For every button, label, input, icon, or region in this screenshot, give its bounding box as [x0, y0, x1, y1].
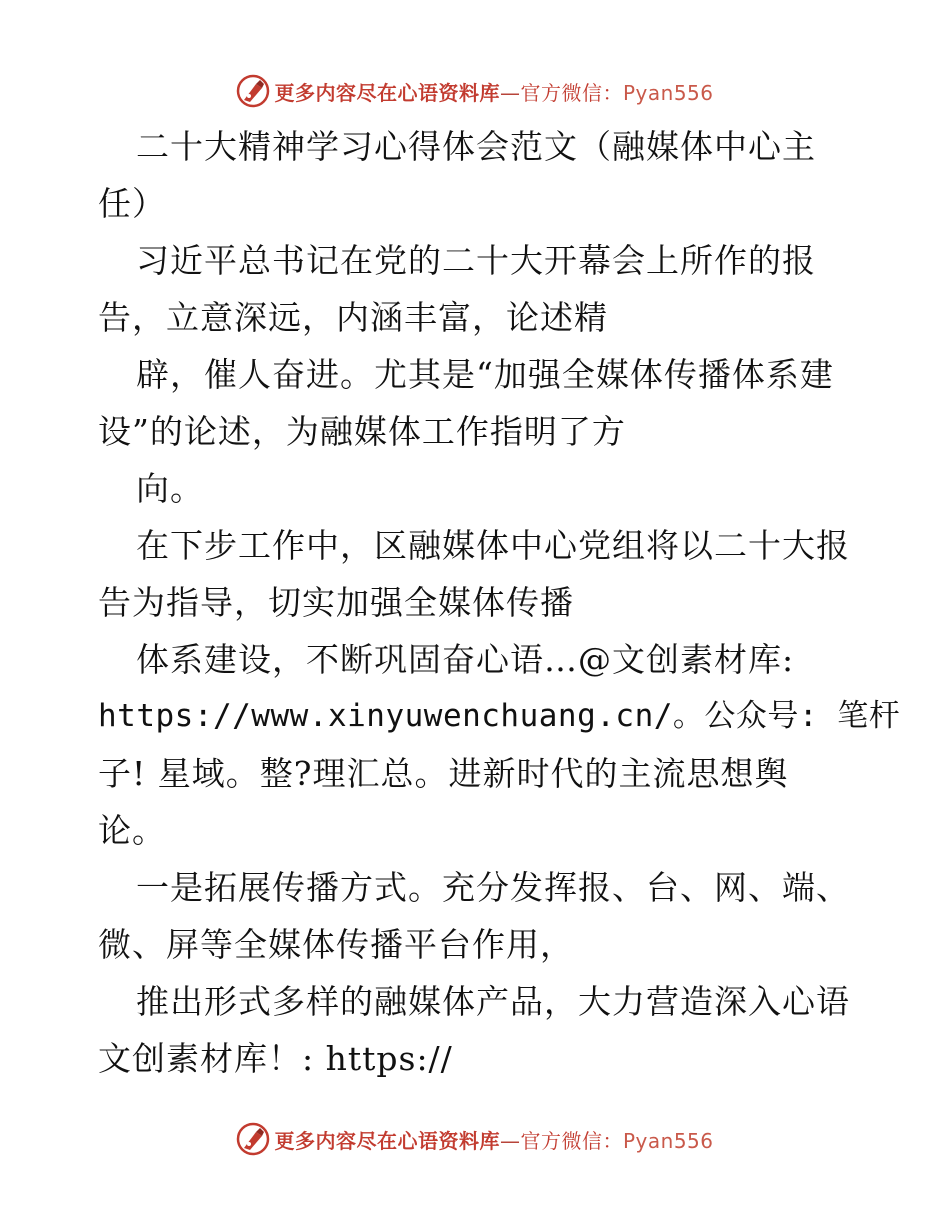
paragraph-line: 推出形式多样的融媒体产品，大力营造深入心语: [136, 982, 850, 1021]
paragraph-line: 一是拓展传播方式。充分发挥报、台、网、端、: [136, 868, 850, 907]
paragraph-line: 体系建设，不断巩固奋心语…@文创素材库:: [136, 640, 795, 679]
paragraph-line: 微、屏等全媒体传播平台作用，: [98, 925, 574, 964]
header-banner: [0, 71, 950, 111]
header-banner-text: [274, 77, 713, 106]
doc-title-line-1: 二十大精神学习心得体会范文（融媒体中心主: [136, 127, 816, 166]
paragraph-line: 辟，催人奋进。尤其是“加强全媒体传播体系建: [136, 355, 834, 394]
doc-title-line-2: 任）: [98, 184, 166, 223]
document-body: [98, 118, 901, 1087]
header-handle: Pyan556: [622, 80, 714, 105]
paragraph-line: 告，立意深远，内涵丰富，论述精: [98, 298, 608, 337]
paragraph-line: 子! 星域。整?理汇总。进新时代的主流思想舆: [98, 754, 789, 793]
paragraph-line: 告为指导，切实加强全媒体传播: [98, 583, 574, 622]
paragraph-line: 设”的论述，为融媒体工作指明了方: [98, 412, 626, 451]
paragraph-line: 在下步工作中，区融媒体中心党组将以二十大报: [136, 526, 850, 565]
footer-separator: —: [499, 1128, 521, 1153]
footer-contact-label: 官方微信：: [520, 1128, 623, 1153]
footer-banner-text: [274, 1125, 713, 1154]
footer-banner: [0, 1119, 950, 1159]
pen-nib-logo-icon: [236, 74, 270, 108]
footer-handle: Pyan556: [622, 1128, 714, 1153]
footer-brand: 更多内容尽在心语资料库: [274, 1128, 500, 1153]
pen-nib-logo-icon: [236, 1122, 270, 1156]
paragraph-line: 论。: [98, 811, 166, 850]
paragraph-line: 文创素材库！: https://: [98, 1039, 453, 1078]
paragraph-line: 向。: [136, 469, 204, 508]
url-line: https://www.xinyuwenchuang.cn/。公众号: 笔杆: [98, 698, 901, 734]
header-separator: —: [499, 80, 521, 105]
header-brand: 更多内容尽在心语资料库: [274, 80, 500, 105]
paragraph-line: 习近平总书记在党的二十大开幕会上所作的报: [136, 241, 816, 280]
header-contact-label: 官方微信：: [520, 80, 623, 105]
